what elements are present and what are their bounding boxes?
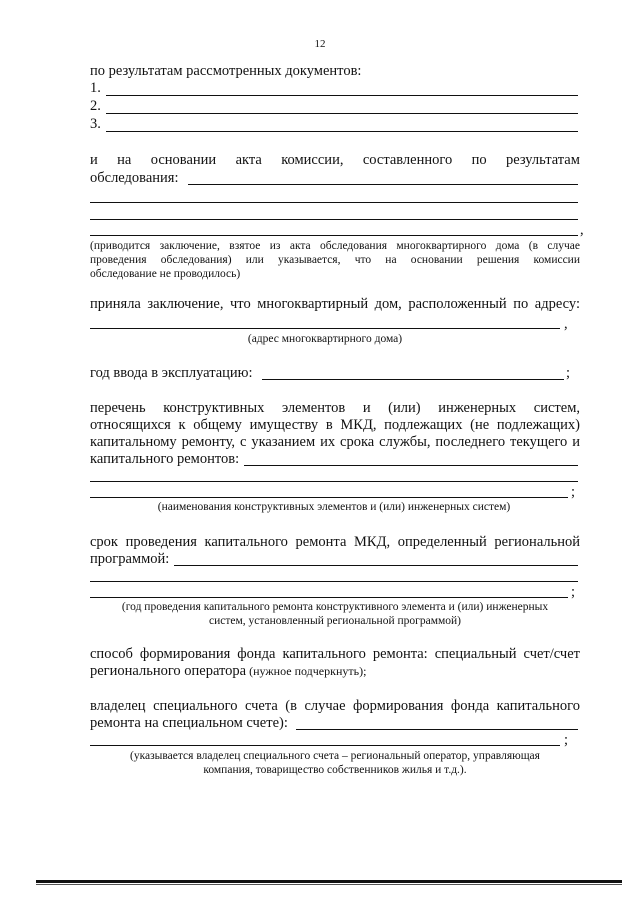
program-caption: (год проведения капитального ремонта конструктивного элемента и (или) инженерных систем, установленный региональной программой) [121,601,549,627]
elements-line-3[interactable] [90,497,568,498]
regional-operator-line: регионального оператора (нужное подчеркнуть); [90,663,367,679]
page-bottom-rule [36,880,622,883]
item-number-3: 3. [90,116,101,132]
page-bottom-rule-thin [36,884,622,885]
semicolon-mark: ; [564,732,569,748]
inspection-line-3[interactable] [90,219,578,220]
commission-basis-line [90,152,580,169]
word: акта [235,152,262,168]
account-owner-text: владелец специального счета (в случае формирования фонда капитального [90,698,580,714]
item-line-2[interactable] [106,113,578,114]
program-line-1[interactable] [174,565,578,566]
commissioning-year-line[interactable] [262,379,564,380]
special-account-label: ремонта на специальном счете): [90,715,288,731]
program-line-2[interactable] [90,581,578,582]
word: составленного [362,152,453,168]
owner-caption: (указывается владелец специального счета – региональный оператор, управляющая компания, товарищество собственников жилья и т.д.). [130,750,540,776]
structural-elements-text: перечень конструктивных элементов и (или) инженерных систем, относящихся к общему имуществу в МКД, подлежащих (не подлежащих) капитальному ремонту, с указанием их срока службы, последнего текущего и [90,400,580,450]
note-line-2: проведения обследования) или указывается, что на основании решения комиссии [90,254,580,266]
page-number: 12 [314,38,326,50]
elements-line-2[interactable] [90,481,578,482]
program-line-3[interactable] [90,597,568,598]
comma-mark: , [564,316,568,332]
comma-mark: , [580,222,584,238]
inspection-line-2[interactable] [90,202,578,203]
elements-line-1[interactable] [244,465,578,466]
commissioning-year-label: год ввода в эксплуатацию: [90,365,253,381]
documents-intro: по результатам рассмотренных документов: [90,63,362,79]
address-line[interactable] [90,328,560,329]
owner-line-2[interactable] [90,745,560,746]
owner-line-1[interactable] [296,729,578,730]
word: и [90,152,98,168]
item-line-3[interactable] [106,131,578,132]
repairs-label: капитального ремонтов: [90,451,240,467]
conclusion-note [90,239,580,281]
note-line-1: (приводится заключение, взятое из акта обследования многоквартирного дома (в случае [90,240,580,252]
word: основании [150,152,217,168]
repair-term-text: срок проведения капитального ремонта МКД, определенный региональной [90,534,580,550]
note-line-3: обследование не проводилось) [90,268,241,280]
address-conclusion: приняла заключение, что многоквартирный дом, расположенный по адресу: [90,296,580,312]
inspection-line-4[interactable] [90,235,578,236]
address-caption: (адрес многоквартирного дома) [247,333,403,345]
inspection-label: обследования: [90,170,179,186]
semicolon-mark: ; [571,584,576,600]
fund-formation-text: способ формирования фонда капитального ремонта: специальный счет/счет [90,646,580,662]
item-number-2: 2. [90,98,101,114]
word: на [117,152,132,168]
item-line-1[interactable] [106,95,578,96]
word: по [471,152,487,168]
word: результатам [506,152,580,168]
semicolon-mark: ; [566,365,571,381]
inspection-line-1[interactable] [188,184,578,185]
program-label: программой: [90,551,170,567]
word: комиссии, [281,152,344,168]
item-number-1: 1. [90,80,101,96]
elements-caption: (наименования конструктивных элементов и (или) инженерных систем) [157,501,511,513]
semicolon-mark: ; [571,484,576,500]
